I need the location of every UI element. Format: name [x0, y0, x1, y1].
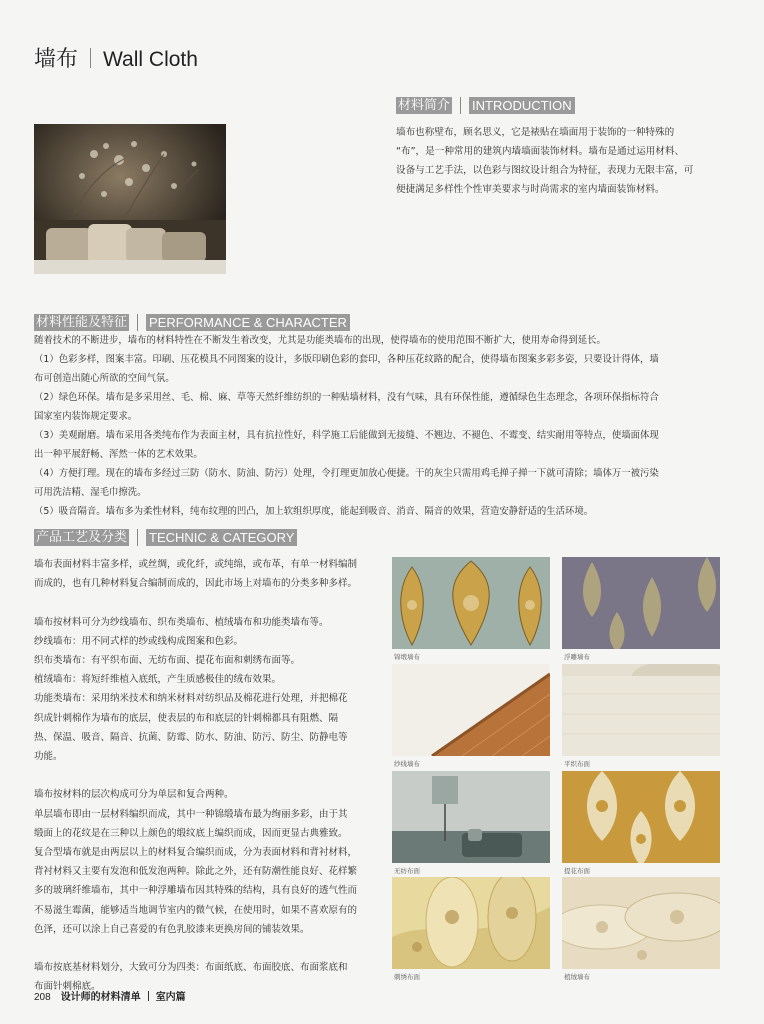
- intro-text: [396, 123, 726, 199]
- heading-divider: [137, 529, 138, 546]
- technic-line: [34, 939, 384, 958]
- technic-heading-cn: 产品工艺及分类: [36, 530, 128, 545]
- technic-line: 热、保温、吸音、隔音、抗菌、防霉、防水、防油、防污、防尘、防静电等: [34, 731, 348, 743]
- technic-line: 不易滋生霉菌，能够适当地调节室内的微气候，在使用时，如果不喜欢原有的: [34, 904, 358, 916]
- technic-line: [34, 593, 384, 612]
- technic-line: 单层墙布即由一层材料编织而成，其中一种锦缎墙布最为绚丽多彩，由于其: [34, 808, 348, 820]
- swatch-caption: 平织布面: [564, 760, 590, 768]
- technic-line: 植绒墙布：将短纤维植入底纸，产生质感极佳的绒布效果。: [34, 674, 282, 686]
- title-divider: [90, 48, 91, 68]
- book-title: 设计师的材料清单: [60, 992, 141, 1003]
- performance-line: 出一种平展舒畅、浑然一体的艺术效果。: [34, 449, 203, 460]
- swatch-image: [562, 557, 720, 649]
- technic-line: 而成的，也有几种材料复合编制而成的，因此市场上对墙布的分类多种多样。: [34, 578, 358, 590]
- technic-line: 布面针刺棉底。: [34, 981, 101, 993]
- technic-line: [34, 766, 384, 785]
- performance-heading: [34, 314, 350, 331]
- performance-line: （1）色彩多样，图案丰富。印刷、压花模具不同图案的设计，多版印刷色彩的套印，各种压花纹路的配合，使得墙布图案多彩多姿，只要设计得体，墙: [34, 354, 659, 365]
- performance-heading-en: PERFORMANCE & CHARACTER: [146, 314, 350, 331]
- technic-line: 墙布表面材料丰富多样，或丝绸，或化纤，或纯绵，或布革，有单一材料编制: [34, 559, 358, 570]
- heading-divider: [137, 314, 138, 331]
- page-footer: [34, 988, 186, 1003]
- performance-heading-cn: 材料性能及特征: [36, 315, 128, 330]
- technic-line: 墙布按材料的层次构成可分为单层和复合两种。: [34, 789, 234, 801]
- heading-divider: [460, 97, 461, 114]
- intro-line: “布”，是一种常用的建筑内墙墙面装饰材料。墙布是通过运用材料、: [396, 146, 685, 157]
- swatch-image: [562, 664, 720, 756]
- technic-heading-en: TECHNIC & CATEGORY: [146, 529, 297, 546]
- technic-text: [34, 555, 384, 997]
- swatch-image: [392, 877, 550, 969]
- performance-line: （4）方便打理。现在的墙布多经过三防（防水、防油、防污）处理，令打理更加放心便捷。干的灰尘只需用鸡毛掸子掸一下就可清除；墙体万一被污染: [34, 468, 659, 479]
- technic-line: 多的玻璃纤维墙布，其中一种浮雕墙布因其特殊的结构，具有良好的透气性而: [34, 885, 358, 897]
- performance-line: 随着技术的不断进步，墙布的材料特性在不断发生着改变，尤其是功能类墙布的出现，使得墙布的使用范围不断扩大，使用寿命得到延长。: [34, 335, 606, 346]
- swatch-image: [562, 771, 720, 863]
- technic-heading: [34, 529, 297, 546]
- technic-line: 背衬材料又主要有发泡和低发泡两种。除此之外，还有防潮性能良好、花样繁: [34, 866, 358, 878]
- technic-line: 墙布按底基材料划分，大致可分为四类：布面纸底、布面胶底、布面浆底和: [34, 962, 348, 974]
- intro-line: 墙布也称壁布，顾名思义，它是裱贴在墙面用于装饰的一种特殊的: [396, 127, 675, 138]
- technic-line: 功能。: [34, 751, 63, 763]
- intro-line: 便捷满足多样性个性审美要求与时尚需求的室内墙面装饰材料。: [396, 184, 665, 195]
- swatch-image: [392, 664, 550, 756]
- performance-line: （2）绿色环保。墙布是多采用丝、毛、棉、麻、草等天然纤维纺织的一种贴墙材料，没有气味，具有环保性能，遵循绿色生态理念，各项环保指标符合: [34, 392, 659, 403]
- intro-heading: [396, 97, 575, 114]
- technic-line: 织成针刺棉作为墙布的底层，使表层的布和底层的针刺棉都具有阻燃、隔: [34, 712, 339, 724]
- performance-line: （3）美观耐磨。墙布采用各类纯布作为表面主材，具有抗拉性好，科学施工后能做到无接缝、不翘边、不褪色、不霉变、结实耐用等特点，使墙面体现: [34, 430, 659, 441]
- performance-line: 国家室内装饰规定要求。: [34, 411, 138, 422]
- performance-line: （5）吸音隔音。墙布多为柔性材料，纯布纹理的凹凸，加上软组织厚度，能起到吸音、消音、隔音的效果，营造安静舒适的生活环境。: [34, 506, 594, 517]
- page-title-en: Wall Cloth: [103, 48, 198, 71]
- technic-line: 缎面上的花纹是在三种以上颜色的缎纹底上编织而成，因而更显古典雅致。: [34, 827, 348, 839]
- swatch-caption: 无纺布面: [394, 867, 420, 875]
- technic-line: 复合型墙布就是由两层以上的材料复合编织而成，分为表面材料和背衬材料，: [34, 847, 358, 859]
- page-title-cn: 墙布: [34, 47, 79, 72]
- footer-divider: [148, 991, 149, 1001]
- technic-line: 纱线墙布：用不同式样的纱或线构成图案和色彩。: [34, 635, 244, 647]
- swatch-caption: 提花布面: [564, 867, 590, 875]
- intro-photo: [34, 124, 226, 274]
- technic-line: 色泽，还可以涂上自己喜爱的有色乳胶漆来更换房间的铺装效果。: [34, 923, 310, 935]
- page-title: [34, 42, 198, 73]
- performance-line: 布可创造出随心所欲的空间气氛。: [34, 373, 175, 384]
- intro-heading-cn: 材料简介: [398, 98, 451, 113]
- performance-line: 可用洗洁精、湿毛巾擦洗。: [34, 487, 147, 498]
- swatch-image: [562, 877, 720, 969]
- swatch-caption: 锦缎墙布: [394, 653, 420, 661]
- swatch-caption: 植绒墙布: [564, 973, 590, 981]
- swatch-caption: 纱线墙布: [394, 760, 420, 768]
- swatch-caption: 浮雕墙布: [564, 653, 590, 661]
- book-part: 室内篇: [155, 992, 186, 1003]
- page-number: 208: [34, 992, 51, 1003]
- intro-heading-en: INTRODUCTION: [469, 97, 575, 114]
- technic-line: 墙布按材料可分为纱线墙布、织布类墙布、植绒墙布和功能类墙布等。: [34, 616, 329, 628]
- intro-line: 设备与工艺手法，以色彩与图纹设计组合为特征，表现力无限丰富，可: [396, 165, 694, 176]
- swatch-image: [392, 771, 550, 863]
- swatch-caption: 刺绣布面: [394, 973, 420, 981]
- performance-text: [34, 331, 734, 521]
- swatch-image: [392, 557, 550, 649]
- technic-line: 织布类墙布：有平织布面、无纺布面、提花布面和刺绣布面等。: [34, 655, 301, 667]
- technic-line: 功能类墙布：采用纳米技术和纳米材料对纺织品及棉花进行处理，并把棉花: [34, 693, 348, 705]
